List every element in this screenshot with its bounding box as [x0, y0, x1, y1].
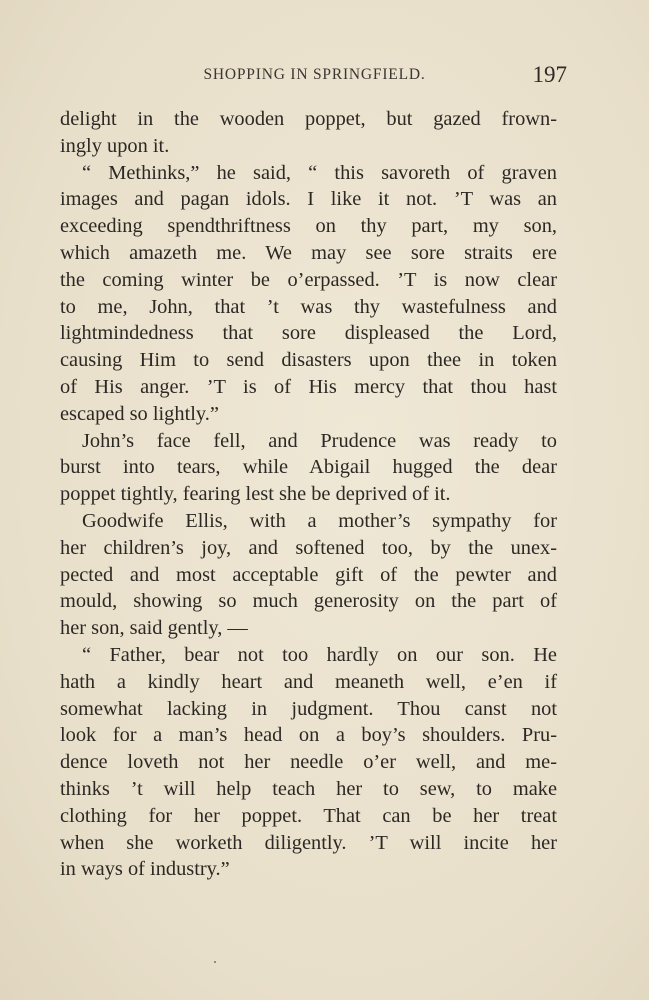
text-line: causing Him to send disasters upon thee in token	[60, 349, 557, 372]
text-line: which amazeth me. We may see sore straits ere	[60, 241, 557, 264]
text-line: when she worketh diligently. ’T will incite her	[60, 831, 557, 854]
text-line: delight in the wooden poppet, but gazed frown-	[60, 108, 557, 130]
body-text	[60, 106, 557, 883]
text-line: escaped so lightly.”	[60, 402, 219, 425]
text-line: the coming winter be o’erpassed. ’T is now clear	[60, 268, 557, 291]
text-line: her children’s joy, and softened too, by the unex-	[60, 536, 557, 559]
text-line: somewhat lacking in judgment. Thou canst not	[60, 697, 557, 720]
text-line: her son, said gently, —	[60, 617, 248, 640]
text-line: John’s face fell, and Prudence was ready to	[82, 429, 557, 452]
running-header	[62, 62, 567, 92]
text-line: “ Methinks,” he said, “ this savoreth of graven	[82, 161, 557, 184]
text-line: look for a man’s head on a boy’s shoulders. Pru-	[60, 724, 557, 747]
paper-speck	[214, 961, 216, 963]
text-line: images and pagan idols. I like it not. ’T was an	[60, 188, 557, 211]
running-title: SHOPPING IN SPRINGFIELD.	[203, 66, 426, 83]
text-line: exceeding spendthriftness on thy part, my son,	[60, 215, 557, 238]
text-line: Goodwife Ellis, with a mother’s sympathy for	[82, 509, 557, 532]
text-line: to me, John, that ’t was thy wastefulness and	[60, 295, 557, 318]
text-line: hath a kindly heart and meaneth well, e’en if	[60, 670, 557, 693]
text-line: thinks ’t will help teach her to sew, to make	[60, 777, 557, 800]
text-line: burst into tears, while Abigail hugged the dear	[60, 456, 557, 479]
text-line: clothing for her poppet. That can be her treat	[60, 804, 557, 827]
page-number: 197	[532, 62, 567, 87]
text-line: lightmindedness that sore displeased the Lord,	[60, 322, 557, 345]
text-line: mould, showing so much generosity on the part of	[60, 590, 557, 613]
text-line: dence loveth not her needle o’er well, and me-	[60, 751, 557, 774]
text-line: ingly upon it.	[60, 134, 170, 157]
text-line: poppet tightly, fearing lest she be deprived of it.	[60, 483, 451, 506]
text-line: of His anger. ’T is of His mercy that thou hast	[60, 375, 557, 398]
text-line: pected and most acceptable gift of the pewter and	[60, 563, 557, 586]
text-line: in ways of industry.”	[60, 858, 230, 881]
text-line: “ Father, bear not too hardly on our son. He	[82, 643, 557, 666]
